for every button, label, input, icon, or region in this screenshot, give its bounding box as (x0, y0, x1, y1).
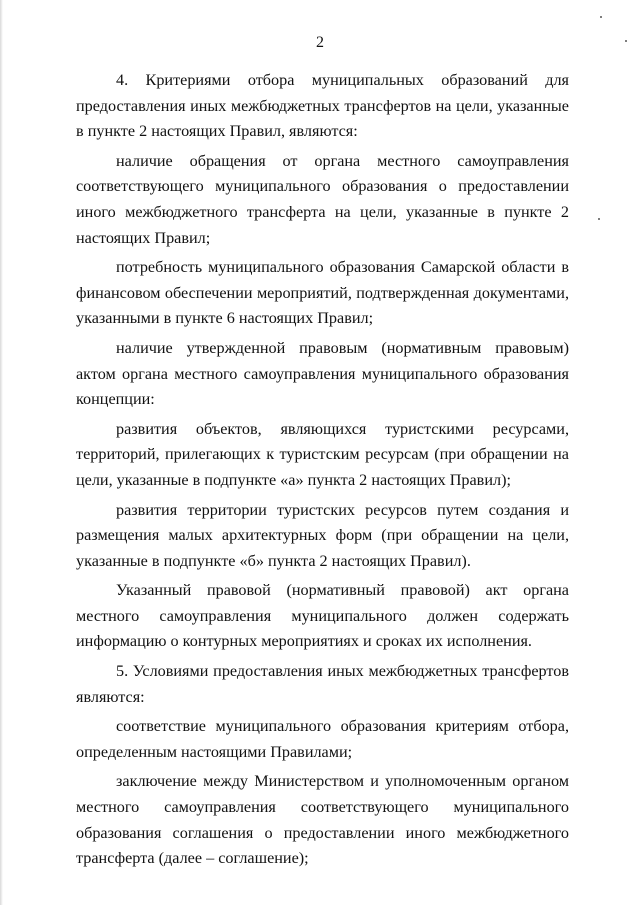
paragraph-condition-agreement: заключение между Министерством и уполномоченным органом местного самоуправления соответствующего муниципального образования соглашения о предоставлении иного межбюджетного трансферта (далее – соглашение); (76, 772, 569, 868)
scan-edge (0, 0, 3, 905)
scan-speck (598, 218, 600, 220)
paragraph-criterion-appeal: наличие обращения от органа местного самоуправления соответствующего муниципального образования о предоставлении иного межбюджетного трансферта на цели, указанные в пункте 2 настоящих Правил; (76, 151, 569, 247)
paragraph-conditions-heading: 5. Условиями предоставления иных межбюджетных трансфертов являются: (76, 662, 569, 706)
paragraph-criteria-heading: 4. Критериями отбора муниципальных образований для предоставления иных межбюджетных трансфертов на цели, указанные в пункте 2 настоящих Правил, являются: (76, 71, 569, 141)
document-body (76, 68, 569, 876)
paragraph-concept-objects: развития объектов, являющихся туристскими ресурсами, территорий, прилегающих к туристским ресурсам (при обращении на цели, указанные в подпункте «а» пункта 2 настоящих Правил); (76, 419, 569, 489)
paragraph-criterion-concept: наличие утвержденной правовым (нормативным правовым) актом органа местного самоуправления муниципального образования концепции: (76, 338, 569, 409)
paragraph-criterion-need: потребность муниципального образования Самарской области в финансовом обеспечении мероприятий, подтвержденная документами, указанными в пункте 6 настоящих Правил; (76, 258, 569, 328)
scan-speck (600, 16, 602, 18)
paragraph-act-content: Указанный правовой (нормативный правовой) акт органа местного самоуправления муниципального должен содержать информацию о контурных мероприятиях и сроках их исполнения. (76, 581, 569, 651)
paragraph-condition-compliance: соответствие муниципального образования критериям отбора, определенным настоящими Правилами; (76, 717, 569, 761)
paragraph-concept-territory: развития территории туристских ресурсов путем создания и размещения малых архитектурных форм (при обращении на цели, указанные в подпункте «б» пункта 2 настоящих Правил). (76, 500, 569, 570)
page-number: 2 (316, 34, 324, 51)
